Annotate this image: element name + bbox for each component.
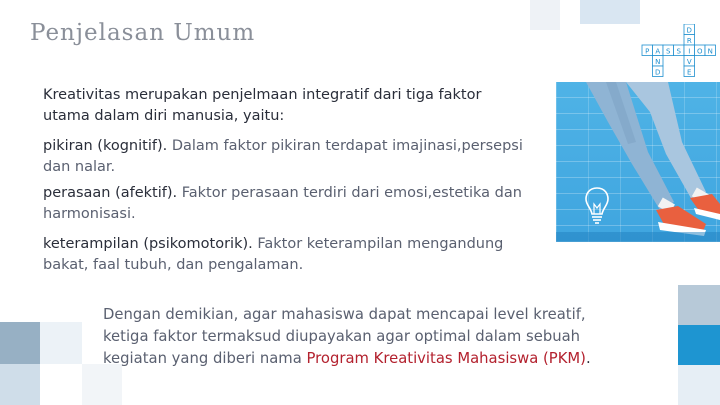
decor-square — [0, 364, 40, 405]
lightbulb-icon — [584, 186, 610, 226]
logo-letter: D — [655, 68, 661, 77]
logo-letter: A — [655, 47, 661, 56]
conclusion-text — [103, 304, 623, 370]
logo-letter: N — [707, 47, 713, 56]
factor-description: Dalam faktor pikiran terdapat imajinasi,persepsi dan nalar. — [43, 138, 523, 175]
factor-item — [43, 183, 523, 225]
factor-item — [43, 136, 523, 178]
logo-letter: V — [686, 57, 692, 66]
logo-letter: R — [686, 36, 692, 45]
decor-square — [40, 322, 82, 364]
photo-jumping-legs — [556, 82, 720, 242]
page-title: Penjelasan Umum — [30, 20, 256, 46]
logo-letter: D — [686, 26, 692, 35]
conclusion-end: . — [585, 350, 591, 367]
factor-description: Faktor keterampilan mengandung bakat, faal tubuh, dan pengalaman. — [43, 236, 504, 273]
program-name: Program Kreativitas Mahasiswa (PKM) — [306, 350, 586, 367]
logo-letter: P — [645, 47, 650, 56]
logo-letter: E — [687, 68, 692, 77]
conclusion-body: Dengan demikian, agar mahasiswa dapat mencapai level kreatif, ketiga faktor termaksud diupayakan agar optimal dalam sebuah kegiatan yang diberi nama — [103, 306, 586, 367]
factor-description: Faktor perasaan terdiri dari emosi,estetika dan harmonisasi. — [43, 185, 522, 222]
logo-letter: I — [688, 47, 691, 56]
intro-text: Kreativitas merupakan penjelmaan integratif dari tiga faktor utama dalam diri manusia, yaitu: — [43, 87, 482, 124]
factor-item — [43, 234, 523, 276]
logo-letter: S — [666, 47, 671, 56]
decor-square — [678, 365, 720, 405]
logo-letter: S — [676, 47, 681, 56]
decor-square — [82, 364, 122, 405]
decor-square — [580, 0, 640, 24]
logo-letter: O — [696, 47, 703, 56]
factor-term: pikiran (kognitif). — [43, 138, 168, 154]
decor-square — [0, 322, 40, 364]
decor-square — [530, 0, 560, 30]
factor-term: perasaan (afektif). — [43, 185, 178, 201]
decor-square — [678, 285, 720, 325]
decor-square — [678, 325, 720, 365]
factor-term: keterampilan (psikomotorik). — [43, 236, 253, 252]
passion-drive-logo — [640, 24, 720, 82]
logo-letter: N — [655, 57, 661, 66]
